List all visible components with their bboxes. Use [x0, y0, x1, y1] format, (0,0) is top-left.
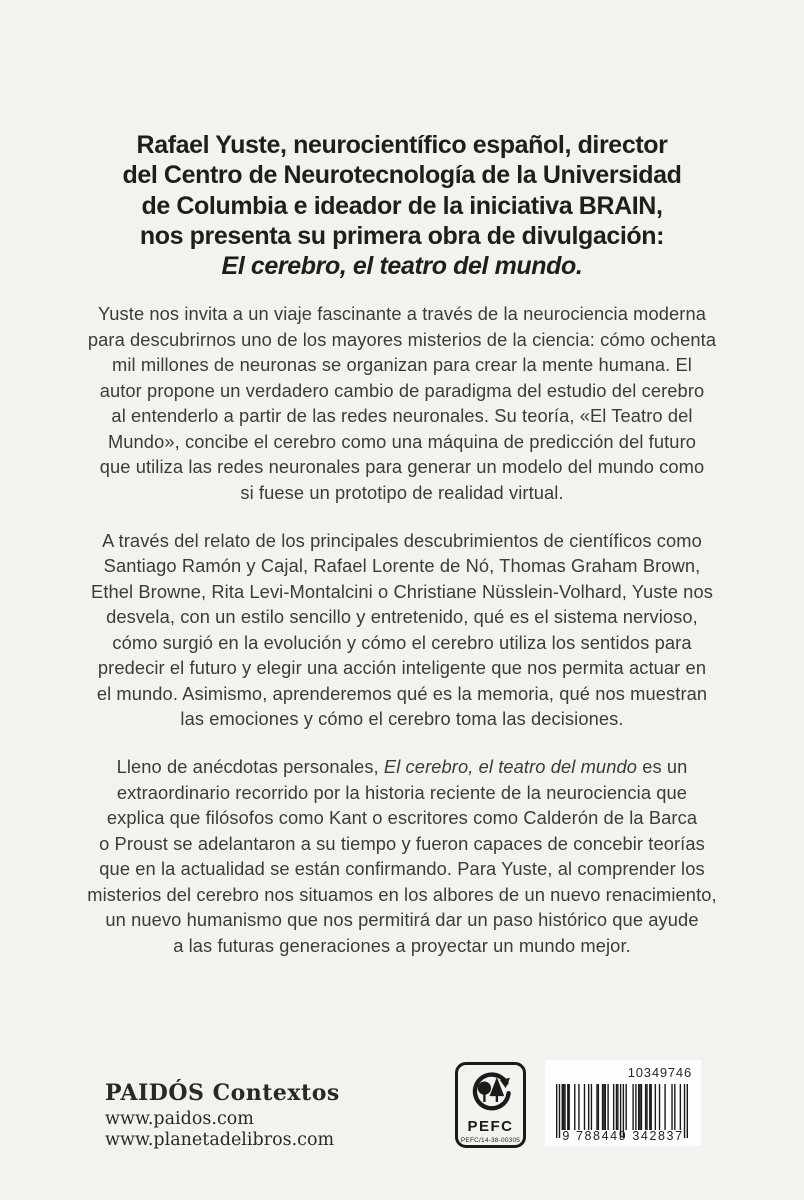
back-cover-copy [52, 301, 752, 981]
text-line: del Centro de Neurotecnología de la Universidad [122, 161, 682, 190]
text-line: que en la actualidad se están confirmando. Para Yuste, al comprender los [99, 858, 705, 879]
text-line: Ethel Browne, Rita Levi-Montalcini o Christiane Nüsslein-Volhard, Yuste nos [91, 580, 713, 602]
text-line: misterios del cerebro nos situamos en los albores de un nuevo renacimiento, [87, 883, 717, 905]
text-line: o Proust se adelantaron a su tiempo y fueron capaces de concebir teorías [99, 832, 705, 854]
headline [0, 130, 804, 281]
pefc-label: PEFC [467, 1118, 514, 1135]
publisher-url-paidos: www.paidos.com [105, 1109, 254, 1129]
publisher-urls [105, 1109, 334, 1150]
text-line: de Columbia e ideador de la iniciativa BRAIN, [141, 191, 663, 220]
text-line: extraordinario recorrido por la historia reciente de la neurociencia que [116, 781, 688, 803]
text-line: a las futuras generaciones a proyectar un mundo mejor. [173, 934, 631, 956]
text-line: mil millones de neuronas se organizan para crear la mente humana. El [112, 354, 692, 375]
text-line: que utiliza las redes neuronales para generar un modelo del mundo como [99, 456, 705, 477]
publisher-url-planetadelibros: www.planetadelibros.com [105, 1129, 335, 1150]
synopsis-paragraph-1 [52, 301, 752, 505]
pefc-trees-icon [469, 1070, 513, 1117]
text-line: desvela, con un estilo sencillo y entretenido, qué es el sistema nervioso, [106, 606, 698, 627]
text-line: predecir el futuro y elegir una acción inteligente que nos permita actuar en [97, 657, 707, 678]
text-line: las emociones y cómo el cerebro toma las decisiones. [180, 708, 624, 729]
text-line: Rafael Yuste, neurocientífico español, director [136, 131, 668, 159]
barcode-panel [545, 1060, 701, 1146]
text-line: para descubrirnos uno de los mayores misterios de la ciencia: cómo ochenta [87, 328, 717, 350]
text-line: Santiago Ramón y Cajal, Rafael Lorente de Nó, Thomas Graham Brown, [103, 555, 701, 576]
text-line: Yuste nos invita a un viaje fascinante a través de la neurociencia moderna [97, 303, 706, 324]
text-line: nos presenta su primera obra de divulgación: [139, 221, 665, 250]
text-line: al entenderlo a partir de las redes neuronales. Su teoría, «El Teatro del [111, 405, 693, 426]
text-line: explica que filósofos como Kant o escritores como Calderón de la Barca [106, 807, 698, 828]
synopsis-paragraph-2 [52, 528, 752, 732]
text-line: autor propone un verdadero cambio de paradigma del estudio del cerebro [99, 379, 705, 401]
text-line: El cerebro, el teatro del mundo. [221, 252, 583, 281]
text-line: cómo surgió en la evolución y cómo el cerebro utiliza los sentidos para [112, 631, 692, 653]
pefc-cert-code: PEFC/14-38-00305 [460, 1137, 521, 1144]
text-line: Lleno de anécdotas personales, El cerebro, el teatro del mundo es un [116, 756, 688, 777]
text-line: un nuevo humanismo que nos permitirá dar un paso histórico que ayude [105, 909, 699, 930]
text-line: A través del relato de los principales descubrimientos de científicos como [102, 529, 702, 551]
text-line: el mundo. Asimismo, aprenderemos qué es la memoria, qué nos muestran [96, 682, 708, 704]
publisher-imprint: PAIDÓS Contextos [105, 1080, 340, 1106]
synopsis-paragraph-3 [52, 754, 752, 958]
isbn-digits: 9 788449 342837 [562, 1129, 684, 1143]
pefc-certification-logo [455, 1062, 526, 1148]
text-line: si fuese un prototipo de realidad virtual. [240, 481, 564, 503]
text-line: Mundo», concibe el cerebro como una máquina de predicción del futuro [107, 430, 697, 452]
product-code: 10349746 [627, 1065, 692, 1080]
